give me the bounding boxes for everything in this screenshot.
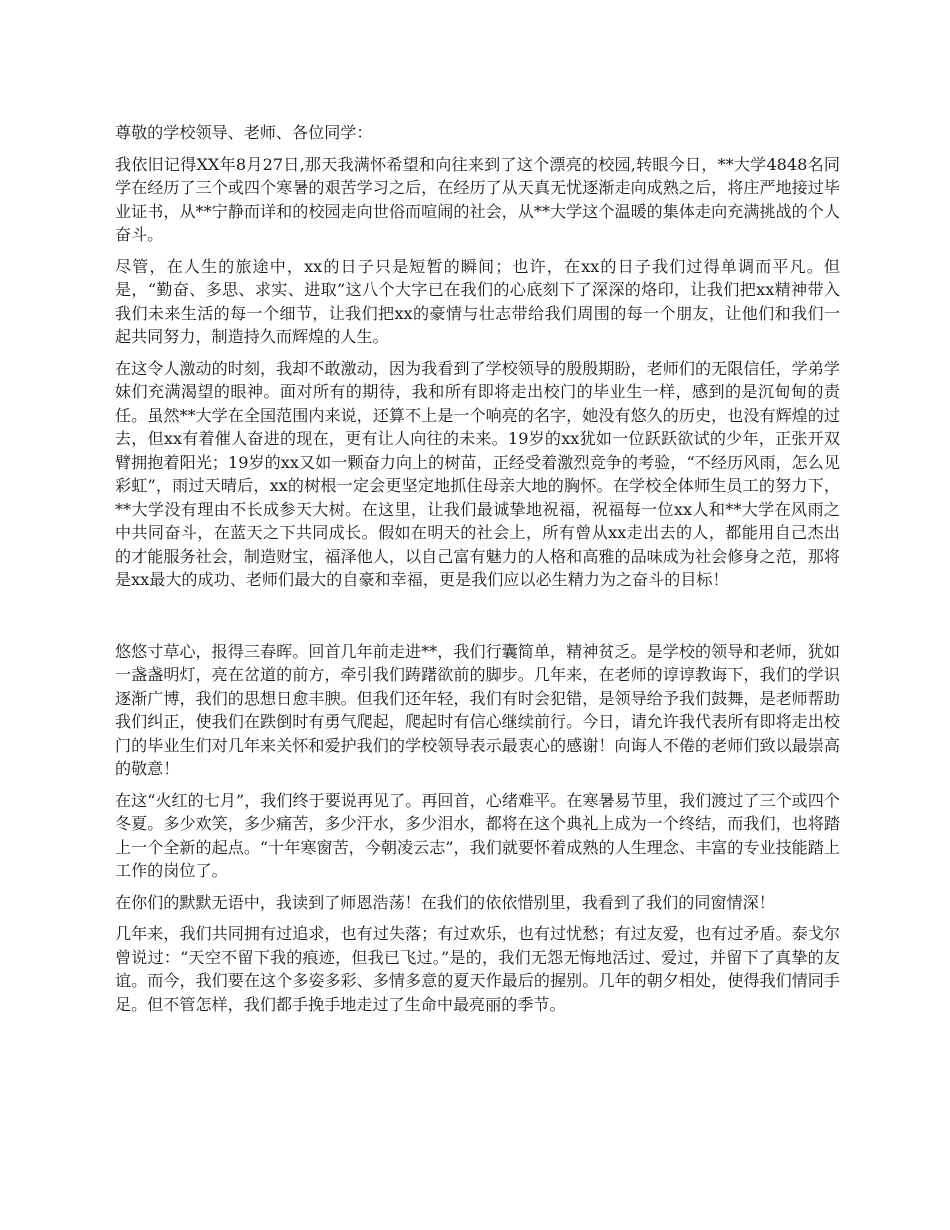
paragraph: 在这令人激动的时刻，我却不敢激动，因为我看到了学校领导的殷殷期盼，老师们的无限信任，学弟学妹们充满渴望的眼神。面对所有的期待，我和所有即将走出校门的毕业生一样，感到的是沉甸甸的责任。虽然**大学在全国范围内来说，还算不上是一个响亮的名字，她没有悠久的历史，也没有辉煌的过去，但xx有着催人奋进的现在，更有让人向往的未来。19岁的xx犹如一位跃跃欲试的少年，正张开双臂拥抱着阳光；19岁的xx又如一颗奋力向上的树苗，正经受着激烈竞争的考验，“不经历风雨，怎么见彩虹”，雨过天晴后，xx的树根一定会更坚定地抓住母亲大地的胸怀。在学校全体师生员工的努力下，**大学没有理由不长成参天大树。在这里，让我们最诚挚地祝福，祝福每一位xx人和**大学在风雨之中共同奋斗，在蓝天之下共同成长。假如在明天的社会上，所有曾从xx走出去的人，都能用自己杰出的才能服务社会，制造财宝，福泽他人，以自己富有魅力的人格和高雅的品味成为社会修身之范，那将是xx最大的成功、老师们最大的自豪和幸福，更是我们应以必生精力为之奋斗的目标！ (115, 358, 840, 589)
document-body (115, 121, 840, 1024)
salutation: 尊敬的学校领导、老师、各位同学： (115, 123, 373, 142)
section-gap (115, 600, 840, 640)
paragraph: 在你们的默默无语中，我读到了师恩浩荡！在我们的依依惜别里，我看到了我们的同窗情深！ (115, 892, 775, 912)
paragraph: 几年来，我们共同拥有过追求，也有过失落；有过欢乐，也有过忧愁；有过友爱，也有过矛盾。泰戈尔曾说过：“天空不留下我的痕迹，但我已飞过。”是的，我们无怨无悔地活过、爱过，并留下了真挚的友谊。而今，我们要在这个多姿多彩、多情多意的夏天作最后的握别。几年的朝夕相处，使得我们情同手足。但不管怎样，我们都手挽手地走过了生命中最亮丽的季节。 (115, 924, 840, 1014)
paragraph: 在这“火红的七月”，我们终于要说再见了。再回首，心绪难平。在寒暑易节里，我们渡过了三个或四个冬夏。多少欢笑，多少痛苦，多少汗水，多少泪水，都将在这个典礼上成为一个终结，而我们，也将踏上一个全新的起点。“十年寒窗苦，今朝凌云志”，我们就要怀着成熟的人生理念、丰富的专业技能踏上工作的岗位了。 (115, 790, 840, 880)
paragraph: 我依旧记得XX年8月27日,那天我满怀希望和向往来到了这个漂亮的校园,转眼今日，**大学4848名同学在经历了三个或四个寒暑的艰苦学习之后，在经历了从天真无忧逐渐走向成熟之后，将庄严地接过毕业证书，从**宁静而详和的校园走向世俗而喧闹的社会，从**大学这个温暖的集体走向充满挑战的个人奋斗。 (115, 154, 840, 244)
paragraph: 悠悠寸草心，报得三春晖。回首几年前走进**，我们行囊简单，精神贫乏。是学校的领导和老师，犹如一盏盏明灯，亮在岔道的前方，牵引我们踌躇欲前的脚步。几年来，在老师的谆谆教诲下，我们的学识逐渐广博，我们的思想日愈丰腴。但我们还年轻，我们有时会犯错，是领导给予我们鼓舞，是老师帮助我们纠正，使我们在跌倒时有勇气爬起，爬起时有信心继续前行。今日，请允许我代表所有即将走出校门的毕业生们对几年来关怀和爱护我们的学校领导表示最衷心的感谢！向诲人不倦的老师们致以最崇高的敬意！ (115, 641, 840, 778)
paragraph: 尽管，在人生的旅途中，xx的日子只是短暂的瞬间；也许，在xx的日子我们过得单调而平凡。但是，“勤奋、多思、求实、进取”这八个大字已在我们的心底刻下了深深的烙印，让我们把xx精神带入我们未来生活的每一个细节，让我们把xx的豪情与壮志带给我们周围的每一个朋友，让他们和我们一起共同努力，制造持久而辉煌的人生。 (115, 256, 840, 346)
